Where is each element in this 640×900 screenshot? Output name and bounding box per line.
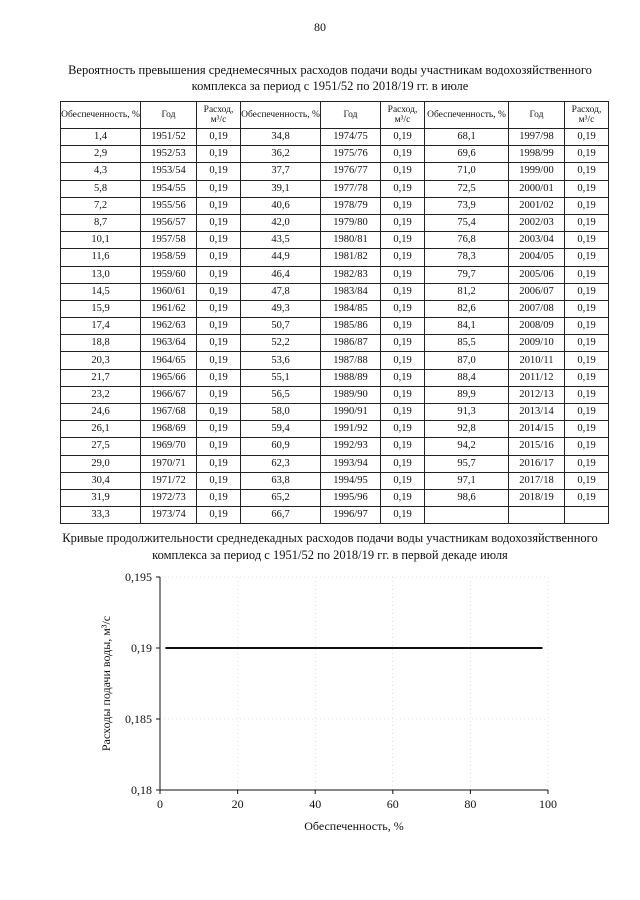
table-cell: 8,7 [61,214,141,231]
table-cell [425,507,509,524]
table-cell: 18,8 [61,335,141,352]
table-cell: 14,5 [61,283,141,300]
table-cell: 0,19 [197,180,241,197]
table-cell: 0,19 [381,404,425,421]
table-cell: 79,7 [425,266,509,283]
table-cell: 56,5 [241,386,321,403]
table-cell: 1951/52 [141,129,197,146]
table-cell: 0,19 [197,369,241,386]
table-cell: 68,1 [425,129,509,146]
table-cell: 1974/75 [321,129,381,146]
table-cell: 2013/14 [509,404,565,421]
table-cell: 1998/99 [509,146,565,163]
table-cell: 1968/69 [141,421,197,438]
table-cell: 39,1 [241,180,321,197]
table-cell: 1953/54 [141,163,197,180]
table-cell: 1955/56 [141,197,197,214]
table-cell: 1970/71 [141,455,197,472]
table-cell: 1954/55 [141,180,197,197]
x-tick-label: 40 [309,797,322,811]
table-cell: 0,19 [381,489,425,506]
table-cell [509,507,565,524]
table-cell: 92,8 [425,421,509,438]
table-cell: 0,19 [381,214,425,231]
table-row [61,300,609,317]
table-cell: 0,19 [565,266,609,283]
table-cell: 0,19 [381,283,425,300]
table-cell: 49,3 [241,300,321,317]
table-cell: 29,0 [61,455,141,472]
table-cell: 1978/79 [321,197,381,214]
table-cell: 31,9 [61,489,141,506]
table-cell: 1971/72 [141,472,197,489]
table-cell: 2008/09 [509,318,565,335]
table-cell: 0,19 [381,472,425,489]
table-cell: 1961/62 [141,300,197,317]
table-cell: 78,3 [425,249,509,266]
table-cell: 13,0 [61,266,141,283]
y-tick-label: 0,185 [125,712,152,726]
x-tick-label: 100 [539,797,557,811]
column-header: Обеспеченность, % [241,102,321,129]
x-axis-label: Обеспеченность, % [304,819,404,833]
table-row [61,197,609,214]
table-row [61,472,609,489]
x-tick-label: 20 [231,797,244,811]
table-cell: 0,19 [381,421,425,438]
table-cell: 84,1 [425,318,509,335]
table-cell: 0,19 [565,404,609,421]
table-cell: 1985/86 [321,318,381,335]
column-header: Год [141,102,197,129]
table-cell: 15,9 [61,300,141,317]
table-cell: 2015/16 [509,438,565,455]
table-cell: 1967/68 [141,404,197,421]
table-cell: 0,19 [565,129,609,146]
table-row [61,180,609,197]
table-cell: 1956/57 [141,214,197,231]
table-cell: 0,19 [197,404,241,421]
table-cell: 1958/59 [141,249,197,266]
table-cell: 37,7 [241,163,321,180]
table-cell: 0,19 [197,232,241,249]
table-cell: 30,4 [61,472,141,489]
table-cell: 17,4 [61,318,141,335]
table-cell: 69,6 [425,146,509,163]
table-cell: 2012/13 [509,386,565,403]
table-cell: 1990/91 [321,404,381,421]
table-cell: 40,6 [241,197,321,214]
table-cell: 0,19 [565,352,609,369]
table-cell: 55,1 [241,369,321,386]
table-cell: 0,19 [565,318,609,335]
table-cell: 1973/74 [141,507,197,524]
table-cell: 10,1 [61,232,141,249]
table-cell: 1962/63 [141,318,197,335]
table-cell: 0,19 [381,335,425,352]
table-cell: 87,0 [425,352,509,369]
table-row [61,489,609,506]
table-cell: 50,7 [241,318,321,335]
table-cell: 2001/02 [509,197,565,214]
table-cell: 0,19 [381,300,425,317]
table-header-row [61,102,609,129]
table-cell: 0,19 [381,163,425,180]
table-cell: 2009/10 [509,335,565,352]
table-cell: 0,19 [381,232,425,249]
column-header: Год [509,102,565,129]
y-tick-label: 0,195 [125,570,152,584]
table-cell: 1976/77 [321,163,381,180]
table-cell: 0,19 [197,507,241,524]
table-cell: 0,19 [197,489,241,506]
table-cell: 23,2 [61,386,141,403]
table-cell: 1979/80 [321,214,381,231]
table-cell: 1,4 [61,129,141,146]
table-cell: 0,19 [381,352,425,369]
table-cell: 36,2 [241,146,321,163]
table-row [61,507,609,524]
table-cell: 60,9 [241,438,321,455]
page-number: 80 [314,20,326,34]
table-row [61,232,609,249]
table-cell: 2002/03 [509,214,565,231]
table-cell: 1957/58 [141,232,197,249]
table-cell: 1984/85 [321,300,381,317]
table-cell: 0,19 [197,283,241,300]
x-tick-label: 80 [464,797,477,811]
table-cell: 71,0 [425,163,509,180]
table-cell: 88,4 [425,369,509,386]
table-cell: 0,19 [381,386,425,403]
table-cell: 0,19 [565,180,609,197]
table-cell: 0,19 [197,129,241,146]
table-cell: 1991/92 [321,421,381,438]
table-cell: 1994/95 [321,472,381,489]
column-header: Расход, м³/с [565,102,609,129]
table-cell: 0,19 [197,455,241,472]
column-header: Год [321,102,381,129]
table-cell: 85,5 [425,335,509,352]
table-cell: 33,3 [61,507,141,524]
table-cell: 1972/73 [141,489,197,506]
table-cell: 1996/97 [321,507,381,524]
table-cell: 47,8 [241,283,321,300]
table-cell: 94,2 [425,438,509,455]
table-cell: 82,6 [425,300,509,317]
table-cell: 1964/65 [141,352,197,369]
table-cell: 1988/89 [321,369,381,386]
table-cell: 0,19 [197,300,241,317]
column-header: Расход, м³/с [381,102,425,129]
probability-table [60,101,609,524]
table-cell: 24,6 [61,404,141,421]
table-cell: 27,5 [61,438,141,455]
table-row [61,283,609,300]
table-cell: 97,1 [425,472,509,489]
table-cell: 0,19 [565,472,609,489]
table-cell: 26,1 [61,421,141,438]
table-cell: 20,3 [61,352,141,369]
y-tick-label: 0,18 [131,783,152,797]
table-cell: 43,5 [241,232,321,249]
table-cell: 0,19 [381,455,425,472]
table-cell: 95,7 [425,455,509,472]
table-cell: 89,9 [425,386,509,403]
table-cell: 0,19 [197,146,241,163]
table-cell: 72,5 [425,180,509,197]
table-cell: 5,8 [61,180,141,197]
x-tick-label: 0 [157,797,163,811]
column-header: Обеспеченность, % [61,102,141,129]
table-row [61,369,609,386]
table-body [61,129,609,524]
table-row [61,249,609,266]
table-cell: 11,6 [61,249,141,266]
table-cell: 0,19 [197,266,241,283]
column-header: Расход, м³/с [197,102,241,129]
table-cell: 76,8 [425,232,509,249]
table-cell: 52,2 [241,335,321,352]
table-row [61,146,609,163]
table-cell: 0,19 [197,249,241,266]
table-cell: 42,0 [241,214,321,231]
table-cell: 2016/17 [509,455,565,472]
table-cell: 1959/60 [141,266,197,283]
table-cell: 1977/78 [321,180,381,197]
table-cell: 0,19 [565,249,609,266]
table-row [61,129,609,146]
table-cell: 0,19 [565,146,609,163]
table-cell: 0,19 [197,318,241,335]
table-cell: 59,4 [241,421,321,438]
table-cell: 2010/11 [509,352,565,369]
table-row [61,266,609,283]
table-cell: 44,9 [241,249,321,266]
table-cell: 0,19 [381,197,425,214]
table-cell: 2005/06 [509,266,565,283]
table-cell: 98,6 [425,489,509,506]
x-tick-label: 60 [386,797,399,811]
table-cell: 1983/84 [321,283,381,300]
table-cell: 2,9 [61,146,141,163]
table-cell: 1995/96 [321,489,381,506]
table-cell [565,507,609,524]
table-cell: 0,19 [565,438,609,455]
y-axis-label: Расходы подачи воды, м³/с [99,615,113,752]
table-cell: 0,19 [565,300,609,317]
y-tick-label: 0,19 [131,641,152,655]
table-cell: 1981/82 [321,249,381,266]
table-cell: 1999/00 [509,163,565,180]
table-cell: 21,7 [61,369,141,386]
table-cell: 1960/61 [141,283,197,300]
table-cell: 1975/76 [321,146,381,163]
table-cell: 2018/19 [509,489,565,506]
table-cell: 1980/81 [321,232,381,249]
column-header: Обеспеченность, % [425,102,509,129]
table-row [61,163,609,180]
table-cell: 0,19 [381,438,425,455]
table-cell: 1965/66 [141,369,197,386]
table-cell: 0,19 [381,180,425,197]
table-cell: 1952/53 [141,146,197,163]
table-cell: 0,19 [565,197,609,214]
table-cell: 1987/88 [321,352,381,369]
table-cell: 4,3 [61,163,141,180]
table-cell: 1963/64 [141,335,197,352]
table-cell: 0,19 [565,232,609,249]
table-cell: 0,19 [565,421,609,438]
table-cell: 63,8 [241,472,321,489]
table-cell: 0,19 [565,369,609,386]
table-cell: 2003/04 [509,232,565,249]
table-cell: 1986/87 [321,335,381,352]
chart-title: Кривые продолжительности среднедекадных расходов подачи воды участникам водохозяйственного комплекса за период с 1951/52 по 2018/19 гг. в первой декаде июля [62,531,598,562]
table-cell: 34,8 [241,129,321,146]
table-cell: 1966/67 [141,386,197,403]
table-cell: 0,19 [197,421,241,438]
table-cell: 0,19 [197,352,241,369]
table-cell: 0,19 [565,163,609,180]
table-cell: 0,19 [381,369,425,386]
table-row [61,318,609,335]
table-cell: 0,19 [197,214,241,231]
table-row [61,335,609,352]
table-cell: 0,19 [381,266,425,283]
table-cell: 62,3 [241,455,321,472]
table-cell: 2006/07 [509,283,565,300]
table-cell: 0,19 [197,335,241,352]
table-row [61,214,609,231]
table-cell: 0,19 [381,507,425,524]
table-row [61,421,609,438]
table-cell: 0,19 [565,214,609,231]
table-cell: 0,19 [197,163,241,180]
table-cell: 0,19 [565,283,609,300]
table-cell: 65,2 [241,489,321,506]
table-cell: 2014/15 [509,421,565,438]
table-cell: 0,19 [565,455,609,472]
table-cell: 2011/12 [509,369,565,386]
table-cell: 91,3 [425,404,509,421]
table-cell: 0,19 [197,438,241,455]
table-cell: 75,4 [425,214,509,231]
table-row [61,404,609,421]
table-cell: 0,19 [197,472,241,489]
table-row [61,438,609,455]
table-title: Вероятность превышения среднемесячных расходов подачи воды участникам водохозяйственного комплекса за период с 1951/52 по 2018/19 гг. в июле [68,63,592,93]
table-cell: 1989/90 [321,386,381,403]
duration-curve-chart [60,565,580,855]
table-cell: 0,19 [565,335,609,352]
table-cell: 0,19 [381,129,425,146]
table-cell: 2004/05 [509,249,565,266]
table-cell: 58,0 [241,404,321,421]
table-cell: 0,19 [381,249,425,266]
table-cell: 2000/01 [509,180,565,197]
table-cell: 81,2 [425,283,509,300]
table-cell: 0,19 [381,146,425,163]
table-cell: 46,4 [241,266,321,283]
table-row [61,455,609,472]
table-cell: 1997/98 [509,129,565,146]
table-cell: 0,19 [197,197,241,214]
table-cell: 2017/18 [509,472,565,489]
table-cell: 0,19 [565,386,609,403]
table-row [61,386,609,403]
table-cell: 1993/94 [321,455,381,472]
table-cell: 73,9 [425,197,509,214]
table-cell: 2007/08 [509,300,565,317]
table-cell: 1982/83 [321,266,381,283]
table-cell: 53,6 [241,352,321,369]
table-cell: 1992/93 [321,438,381,455]
table-cell: 0,19 [197,386,241,403]
table-cell: 66,7 [241,507,321,524]
table-cell: 0,19 [565,489,609,506]
table-cell: 1969/70 [141,438,197,455]
table-cell: 7,2 [61,197,141,214]
table-cell: 0,19 [381,318,425,335]
table-row [61,352,609,369]
